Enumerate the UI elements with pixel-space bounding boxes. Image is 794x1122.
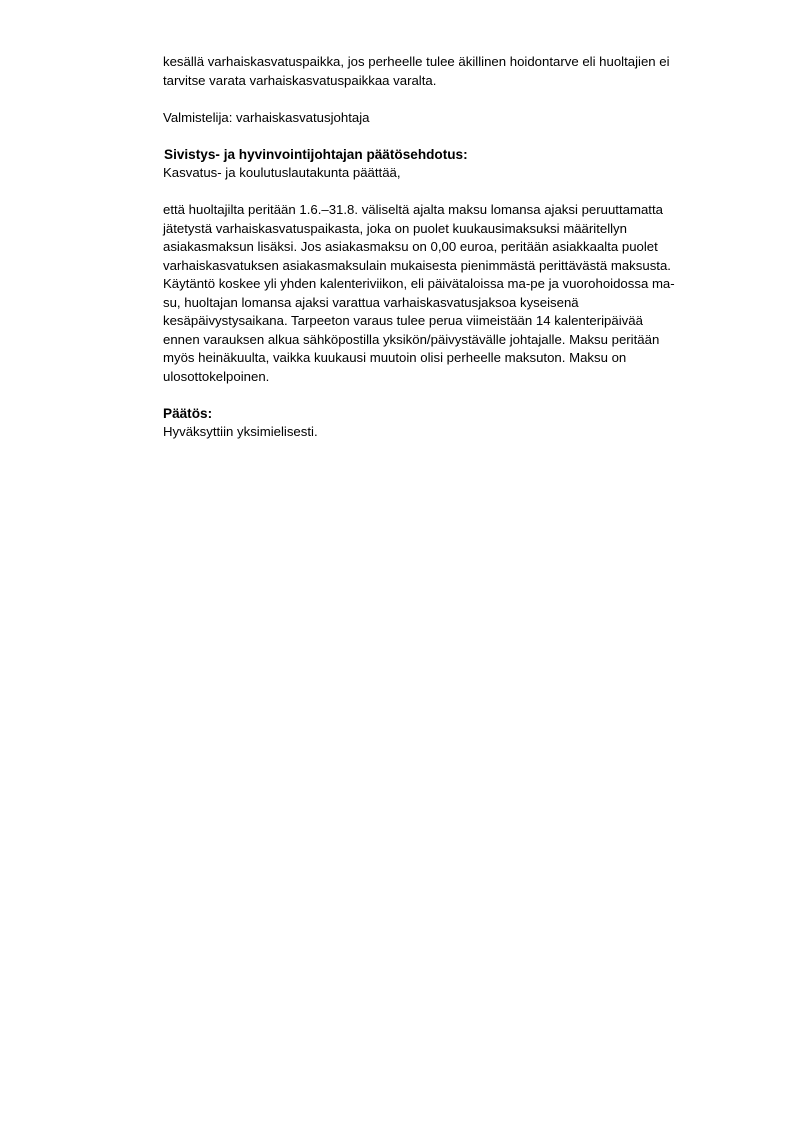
proposal-line: asiakasmaksun lisäksi. Jos asiakasmaksu on 0,00 euroa, peritään asiakkaalta puolet xyxy=(163,239,658,254)
proposal-line: varhaiskasvatuksen asiakasmaksulain mukaisesta pienimmästä perittävästä maksusta. xyxy=(163,257,671,273)
spacer xyxy=(163,90,738,109)
proposal-line: että huoltajilta peritään 1.6.–31.8. väliseltä ajalta maksu lomansa ajaksi peruuttamatta xyxy=(163,202,663,217)
proposal-line: Käytäntö koskee yli yhden kalenteriviikon, eli päivätaloissa ma-pe ja vuorohoidossa ma- xyxy=(163,276,675,291)
proposal-heading: Sivistys- ja hyvinvointijohtajan päätösehdotus: xyxy=(164,146,468,162)
proposal-line: su, huoltajan lomansa ajaksi varattua varhaiskasvatusjaksoa kyseisenä xyxy=(163,294,579,310)
proposal-intro: Kasvatus- ja koulutuslautakunta päättää, xyxy=(163,165,401,180)
decision-section xyxy=(163,405,738,442)
decision-text: Hyväksyttiin yksimielisesti. xyxy=(163,424,318,439)
proposal-line: kesäpäivystysaikana. Tarpeeton varaus tulee perua viimeistään 14 kalenteripäivää xyxy=(163,313,643,328)
proposal-line: myös heinäkuulta, vaikka kuukausi muutoin olisi perheelle maksuton. Maksu on xyxy=(163,350,627,365)
proposal-section xyxy=(163,146,738,183)
intro-line: tarvitse varata varhaiskasvatuspaikkaa varalta. xyxy=(163,72,437,88)
spacer xyxy=(163,127,738,146)
document-body xyxy=(163,53,738,442)
proposal-line: ulosottokelpoinen. xyxy=(163,368,270,384)
proposal-line: jätetystä varhaiskasvatuspaikasta, joka on puolet kuukausimaksuksi määritellyn xyxy=(163,220,627,236)
preparer-paragraph xyxy=(163,109,738,128)
proposal-paragraph xyxy=(163,201,738,386)
preparer-text: Valmistelija: varhaiskasvatusjohtaja xyxy=(163,109,370,125)
spacer xyxy=(163,386,738,405)
proposal-line: ennen varauksen alkua sähköpostilla yksikön/päivystävälle johtajalle. Maksu peritään xyxy=(163,331,660,347)
intro-paragraph xyxy=(163,53,738,90)
spacer xyxy=(163,183,738,202)
intro-line: kesällä varhaiskasvatuspaikka, jos perheelle tulee äkillinen hoidontarve eli huoltajien ei xyxy=(163,54,670,69)
decision-heading: Päätös: xyxy=(163,405,213,421)
